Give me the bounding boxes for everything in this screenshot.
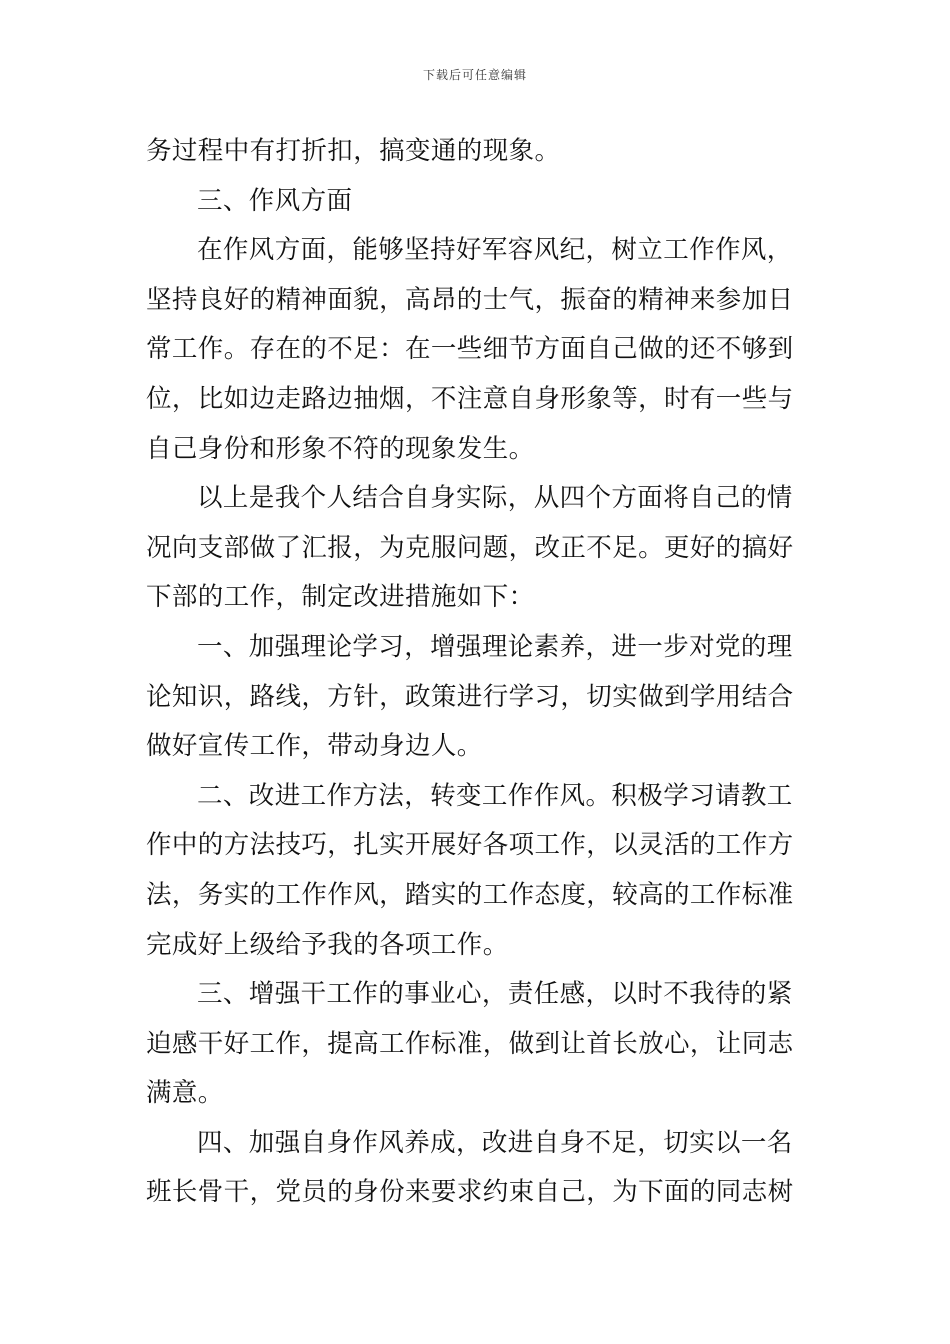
text-line: 满意。 [146, 1078, 224, 1109]
text-line: 法，务实的工作作风，踏实的工作态度，较高的工作标准 [146, 879, 794, 910]
text-line: 一、加强理论学习，增强理论素养，进一步对党的理 [197, 631, 793, 662]
text-line: 迫感干好工作，提高工作标准，做到让首长放心，让同志 [146, 1028, 794, 1059]
section-heading: 三、作风方面 [197, 185, 353, 216]
text-line: 做好宣传工作，带动身边人。 [146, 731, 483, 762]
text-line: 作中的方法技巧，扎实开展好各项工作，以灵活的工作方 [146, 830, 794, 861]
document-body [146, 127, 806, 1218]
text-line: 二、改进工作方法，转变工作作风。积极学习请教工 [197, 780, 793, 811]
text-line: 位，比如边走路边抽烟，不注意自身形象等，时有一些与 [146, 383, 794, 414]
text-line: 班长骨干，党员的身份来要求约束自己，为下面的同志树 [146, 1177, 794, 1208]
text-line: 四、加强自身作风养成，改进自身不足，切实以一名 [197, 1127, 793, 1158]
text-line: 以上是我个人结合自身实际，从四个方面将自己的情 [197, 483, 793, 514]
text-line: 常工作。存在的不足：在一些细节方面自己做的还不够到 [146, 334, 794, 365]
text-line: 在作风方面，能够坚持好军容风纪，树立工作作风， [197, 235, 793, 266]
text-line: 论知识，路线，方针，政策进行学习，切实做到学用结合 [146, 681, 794, 712]
text-line: 三、增强干工作的事业心，责任感，以时不我待的紧 [197, 979, 793, 1010]
text-line: 完成好上级给予我的各项工作。 [146, 929, 509, 960]
text-line: 下部的工作，制定改进措施如下： [146, 582, 535, 613]
text-line: 坚持良好的精神面貌，高昂的士气，振奋的精神来参加日 [146, 284, 794, 315]
text-line: 况向支部做了汇报，为克服问题，改正不足。更好的搞好 [146, 532, 794, 563]
text-line: 务过程中有打折扣，搞变通的现象。 [146, 136, 561, 166]
text-line: 自己身份和形象不符的现象发生。 [146, 433, 535, 464]
header-note: 下载后可任意编辑 [422, 68, 527, 82]
